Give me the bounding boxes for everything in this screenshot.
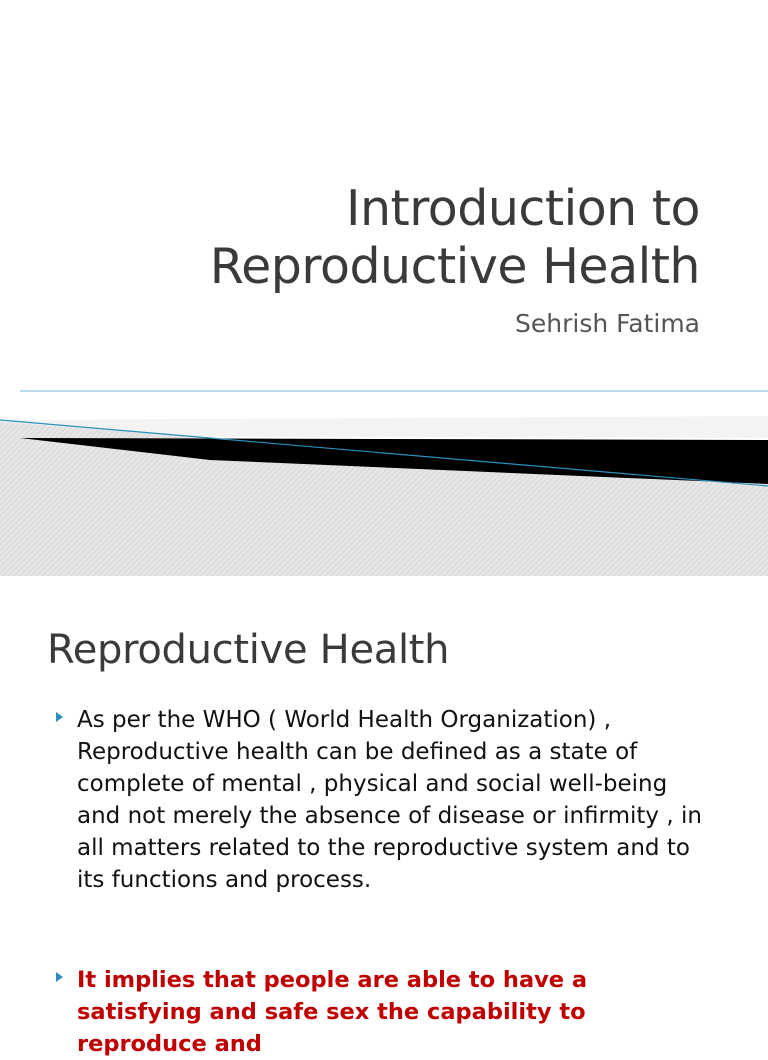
bullet-item-emphasis bbox=[56, 964, 716, 1060]
bullet-text: As per the WHO ( World Health Organization) , Reproductive health can be defined as a state of complete of mental , physical and social well-being and not merely the absence of disease or infirmity , in all matters related to the reproductive system and to its functions and process. bbox=[77, 707, 702, 893]
bullet-arrow-icon bbox=[56, 712, 63, 722]
bullet-item bbox=[56, 704, 716, 896]
content-slide bbox=[0, 576, 768, 1057]
title-line-2: Reproductive Health bbox=[209, 238, 700, 295]
presentation-title bbox=[60, 180, 700, 296]
bullet-arrow-icon bbox=[56, 972, 63, 982]
slide-title: Reproductive Health bbox=[47, 627, 450, 673]
title-line-1: Introduction to bbox=[346, 180, 700, 237]
decorative-band bbox=[0, 380, 768, 576]
bullet-text-emphasis: It implies that people are able to have a satisfying and safe sex the capability to reproduce and bbox=[77, 967, 588, 1057]
author-subtitle: Sehrish Fatima bbox=[515, 309, 700, 338]
